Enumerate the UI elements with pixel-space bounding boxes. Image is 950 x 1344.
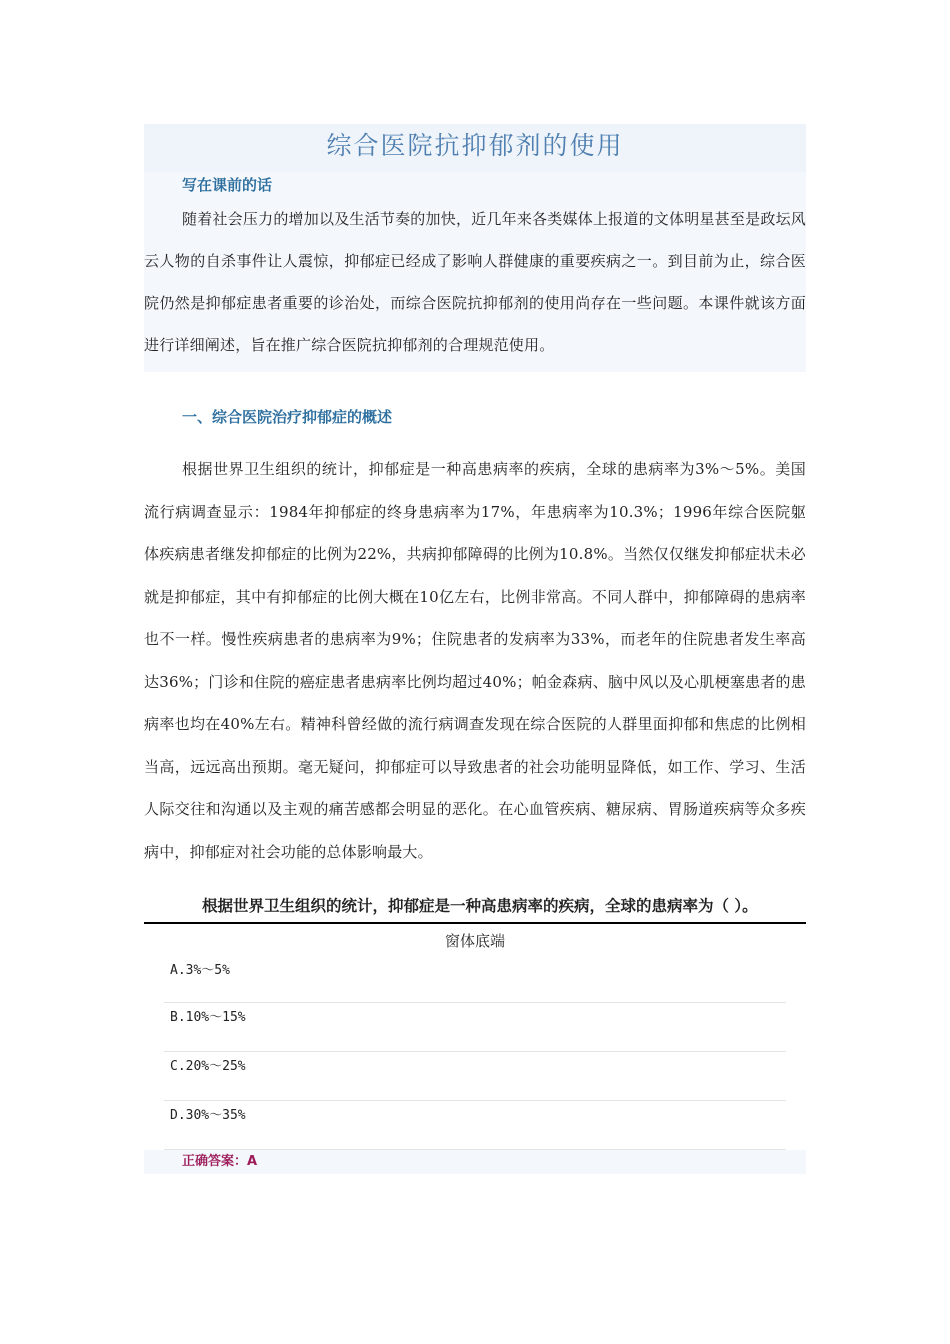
intro-block	[144, 172, 806, 372]
page-title: 综合医院抗抑郁剂的使用	[144, 124, 806, 172]
quiz-option-c[interactable]: C.20%～25%	[164, 1052, 786, 1101]
intro-paragraph: 随着社会压力的增加以及生活节奏的加快，近几年来各类媒体上报道的文体明星甚至是政坛风云人物的自杀事件让人震惊，抑郁症已经成了影响人群健康的重要疾病之一。到目前为止，综合医院仍然是抑郁症患者重要的诊治处，而综合医院抗抑郁剂的使用尚存在一些问题。本课件就该方面进行详细阐述，旨在推广综合医院抗抑郁剂的合理规范使用。	[144, 210, 806, 354]
form-end-label: 窗体底端	[444, 932, 505, 950]
quiz-option-a[interactable]: A.3%～5%	[164, 958, 786, 1003]
quiz-question: 根据世界卫生组织的统计，抑郁症是一种高患病率的疾病，全球的患病率为（ ）。	[202, 897, 758, 915]
quiz-options	[164, 958, 786, 1150]
section-heading: 一、综合医院治疗抑郁症的概述	[182, 408, 393, 426]
quiz-option-d[interactable]: D.30%～35%	[164, 1101, 786, 1150]
document-page	[144, 124, 806, 1174]
section-paragraph: 根据世界卫生组织的统计，抑郁症是一种高患病率的疾病，全球的患病率为3%～5%。美国流行病调查显示：1984年抑郁症的终身患病率为17%，年患病率为10.3%；1996年综合医院躯体疾病患者继发抑郁症的比例为22%，共病抑郁障碍的比例为10.8%。当然仅仅继发抑郁症状未必就是抑郁症，其中有抑郁症的比例大概在10亿左右，比例非常高。不同人群中，抑郁障碍的患病率也不一样。慢性疾病患者的患病率为9%；住院患者的发病率为33%，而老年的住院患者发生率高达36%；门诊和住院的癌症患者患病率比例均超过40%；帕金森病、脑中风以及心肌梗塞患者的患病率也均在40%左右。精神科曾经做的流行病调查发现在综合医院的人群里面抑郁和焦虑的比例相当高，远远高出预期。毫无疑问，抑郁症可以导致患者的社会功能明显降低，如工作、学习、生活人际交往和沟通以及主观的痛苦感都会明显的恶化。在心血管疾病、糖尿病、胃肠道疾病等众多疾病中，抑郁症对社会功能的总体影响最大。	[144, 460, 806, 861]
correct-answer: 正确答案：A	[144, 1150, 806, 1174]
quiz-option-b[interactable]: B.10%～15%	[164, 1003, 786, 1052]
intro-heading: 写在课前的话	[182, 176, 273, 194]
